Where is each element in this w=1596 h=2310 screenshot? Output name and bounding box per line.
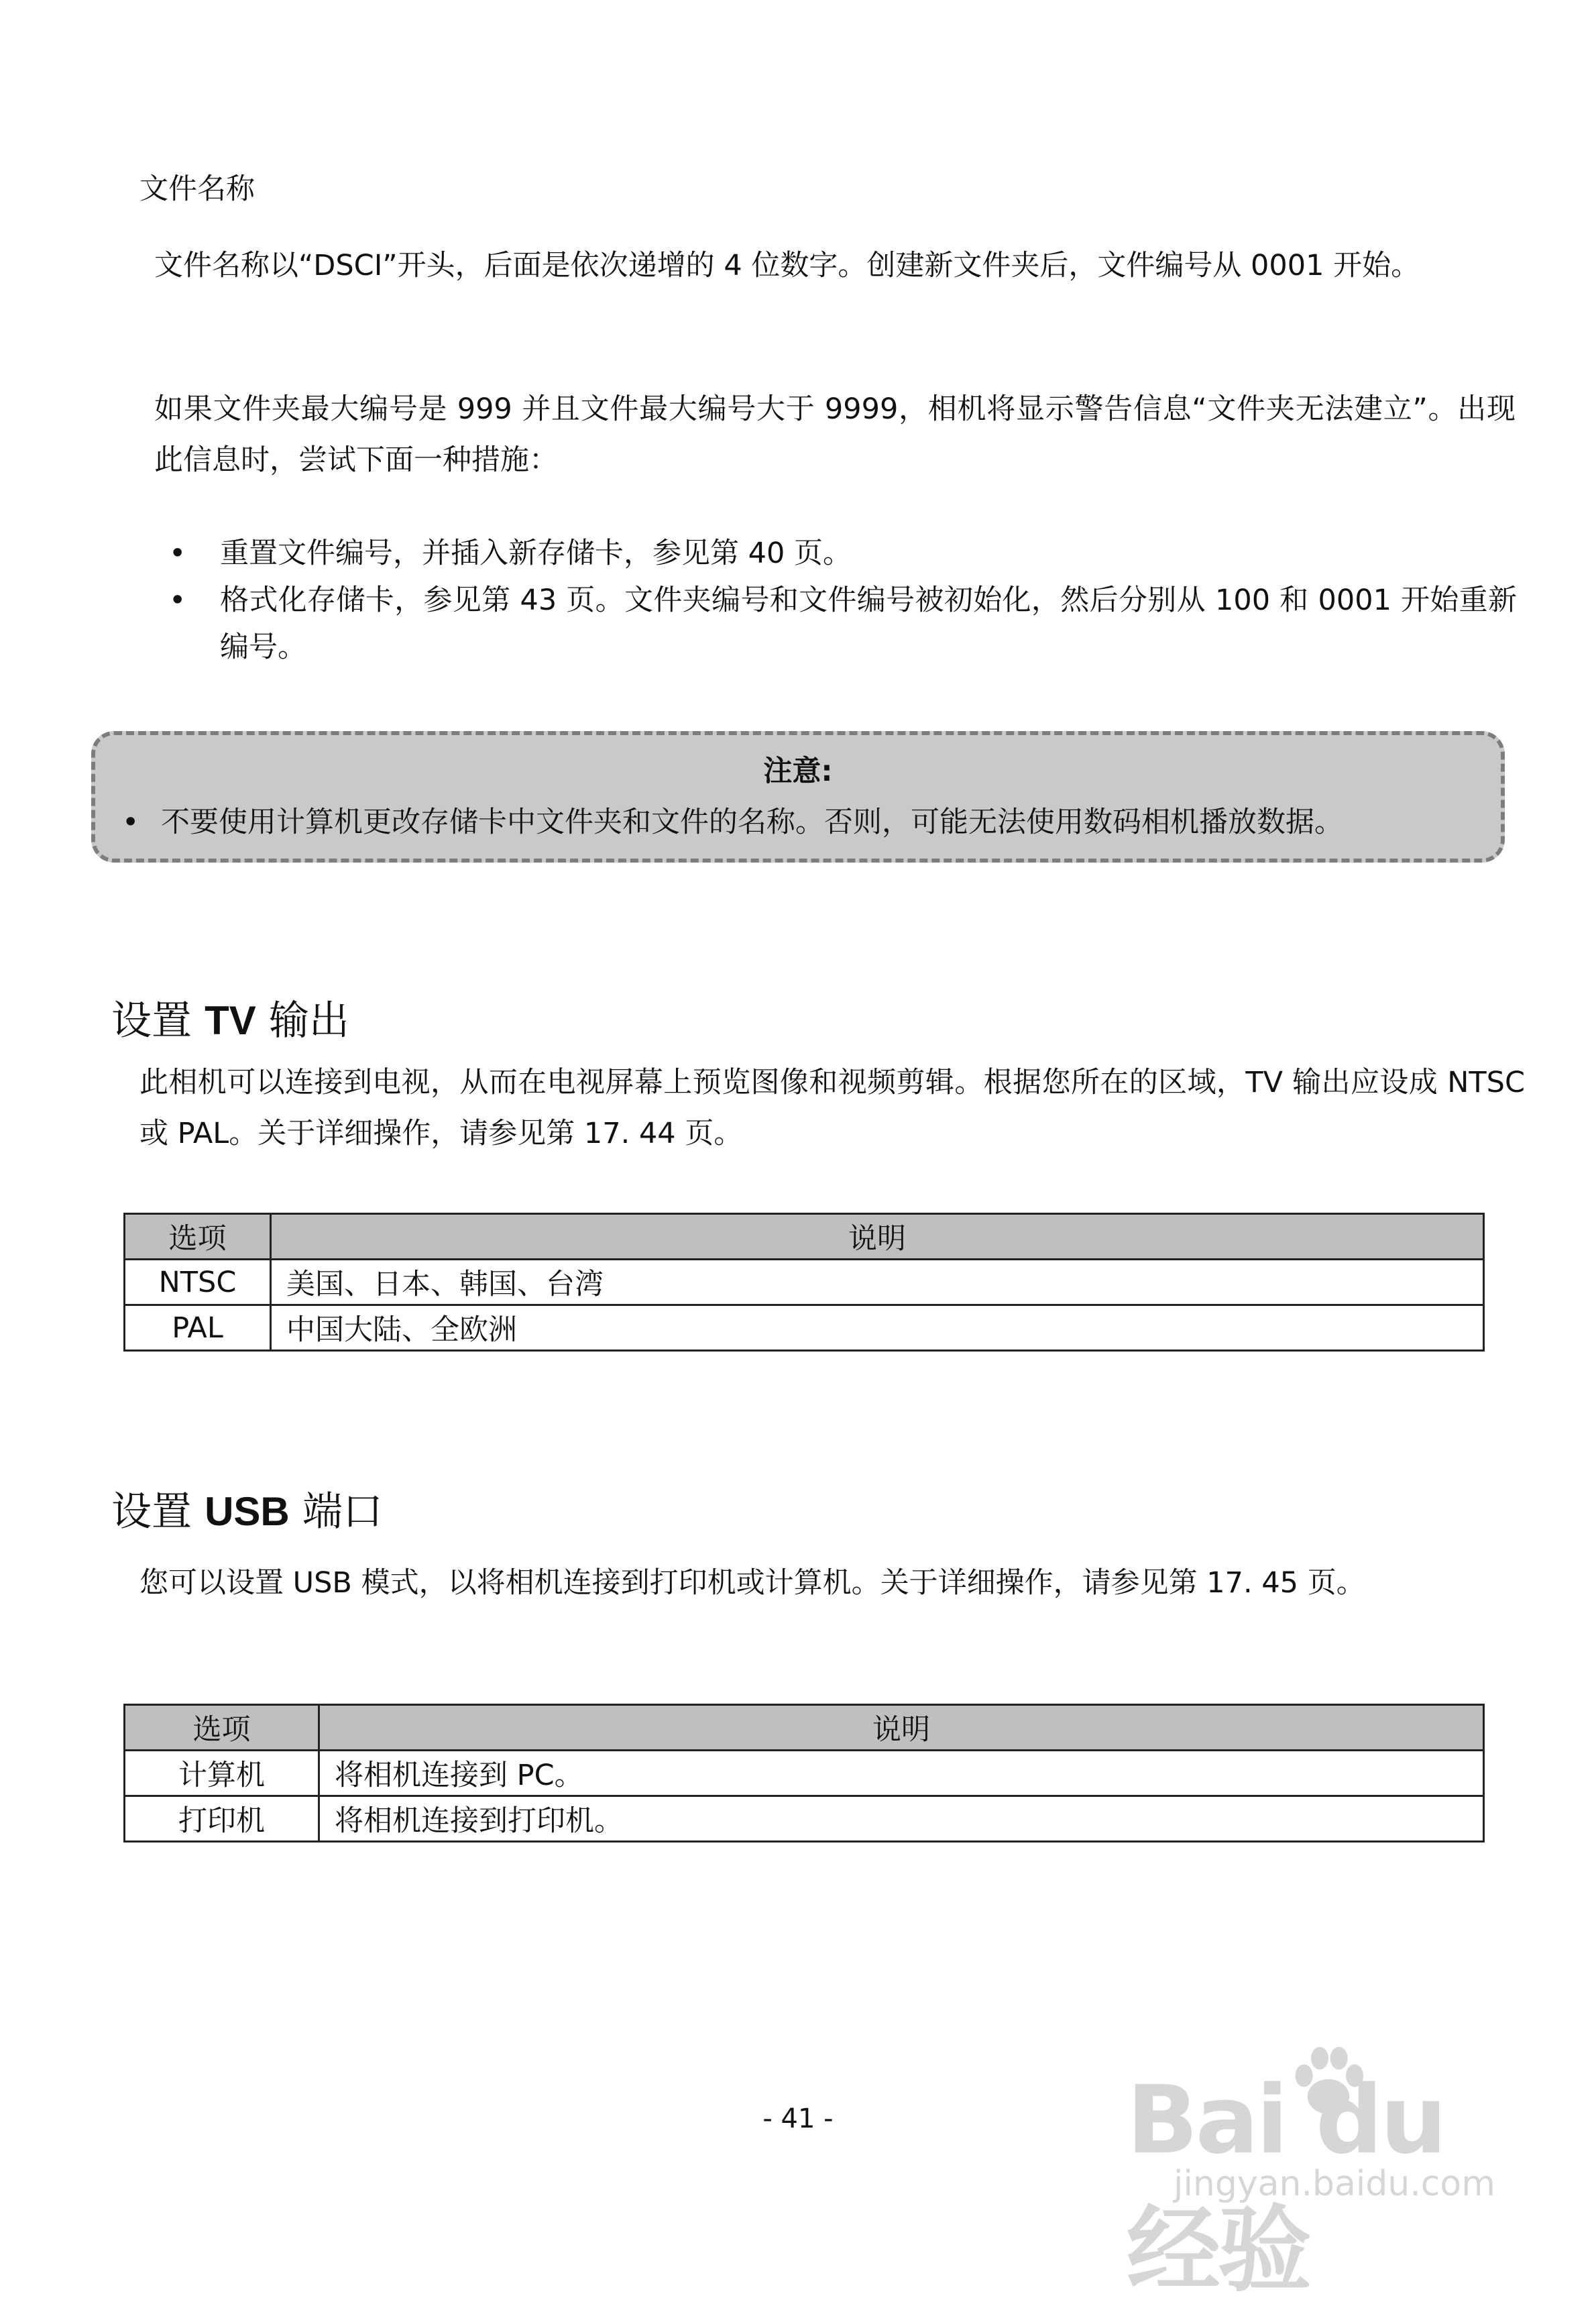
title-bold: TV [205, 998, 256, 1043]
tv-output-paragraph: 此相机可以连接到电视，从而在电视屏幕上预览图像和视频剪辑。根据您所在的区域，TV 输出应设成 NTSC 或 PAL。关于详细操作，请参见第 17. 44 页。 [139, 1066, 1525, 1150]
usb-port-table [123, 1704, 1485, 1842]
header-option: 选项 [125, 1214, 271, 1260]
header-option: 选项 [125, 1705, 319, 1751]
bullet-text: 格式化存储卡，参见第 43 页。文件夹编号和文件编号被初始化，然后分别从 100 和 0001 开始重新编号。 [220, 584, 1517, 664]
title-bold: USB [205, 1489, 290, 1534]
file-name-paragraph-2: 如果文件夹最大编号是 999 并且文件最大编号大于 9999，相机将显示警告信息“文件夹无法建立”。出现此信息时，尝试下面一种措施： [154, 392, 1516, 477]
list-item [165, 577, 1517, 671]
table-row [125, 1305, 1484, 1351]
note-text: 不要使用计算机更改存储卡中文件夹和文件的名称。否则，可能无法使用数码相机播放数据。 [161, 806, 1343, 839]
header-description: 说明 [319, 1705, 1484, 1751]
list-item [165, 530, 1517, 577]
note-title: 注意: [763, 755, 833, 788]
title-prefix: 设置 [111, 997, 192, 1044]
file-name-bullet-list [165, 530, 1517, 671]
bullet-icon: • [169, 584, 186, 617]
table-row [125, 1260, 1484, 1305]
bullet-icon: • [122, 806, 139, 839]
table-header-row [125, 1705, 1484, 1751]
baidu-watermark [1127, 2039, 1502, 2305]
watermark-logo: Bai du 经验 [1127, 2066, 1444, 2305]
table-row [125, 1796, 1484, 1842]
title-suffix: 端口 [302, 1488, 383, 1535]
title-prefix: 设置 [111, 1488, 192, 1535]
page-number: - 41 - [762, 2103, 834, 2134]
cell-description: 中国大陆、全欧洲 [271, 1305, 1484, 1351]
table-header-row [125, 1214, 1484, 1260]
tv-output-section-title [111, 989, 349, 1046]
cell-option: 计算机 [125, 1751, 319, 1796]
watermark-url: jingyan.baidu.com [1174, 2164, 1495, 2204]
file-name-paragraph-1: 文件名称以“DSCI”开头，后面是依次递增的 4 位数字。创建新文件夹后，文件编号从 0001 开始。 [154, 249, 1420, 282]
cell-description: 将相机连接到 PC。 [319, 1751, 1484, 1796]
note-box [91, 731, 1505, 863]
header-description: 说明 [271, 1214, 1484, 1260]
cell-option: PAL [125, 1305, 271, 1351]
cell-description: 美国、日本、韩国、台湾 [271, 1260, 1484, 1305]
file-name-heading: 文件名称 [139, 172, 255, 206]
cell-description: 将相机连接到打印机。 [319, 1796, 1484, 1842]
tv-output-table [123, 1213, 1485, 1352]
title-suffix: 输出 [268, 997, 349, 1044]
usb-port-paragraph: 您可以设置 USB 模式，以将相机连接到打印机或计算机。关于详细操作，请参见第 17. 45 页。 [139, 1566, 1365, 1600]
table-row [125, 1751, 1484, 1796]
bullet-icon: • [169, 537, 186, 570]
bullet-text: 重置文件编号，并插入新存储卡，参见第 40 页。 [220, 537, 852, 570]
cell-option: NTSC [125, 1260, 271, 1305]
usb-port-section-title [111, 1480, 383, 1537]
note-item [122, 800, 1343, 840]
cell-option: 打印机 [125, 1796, 319, 1842]
